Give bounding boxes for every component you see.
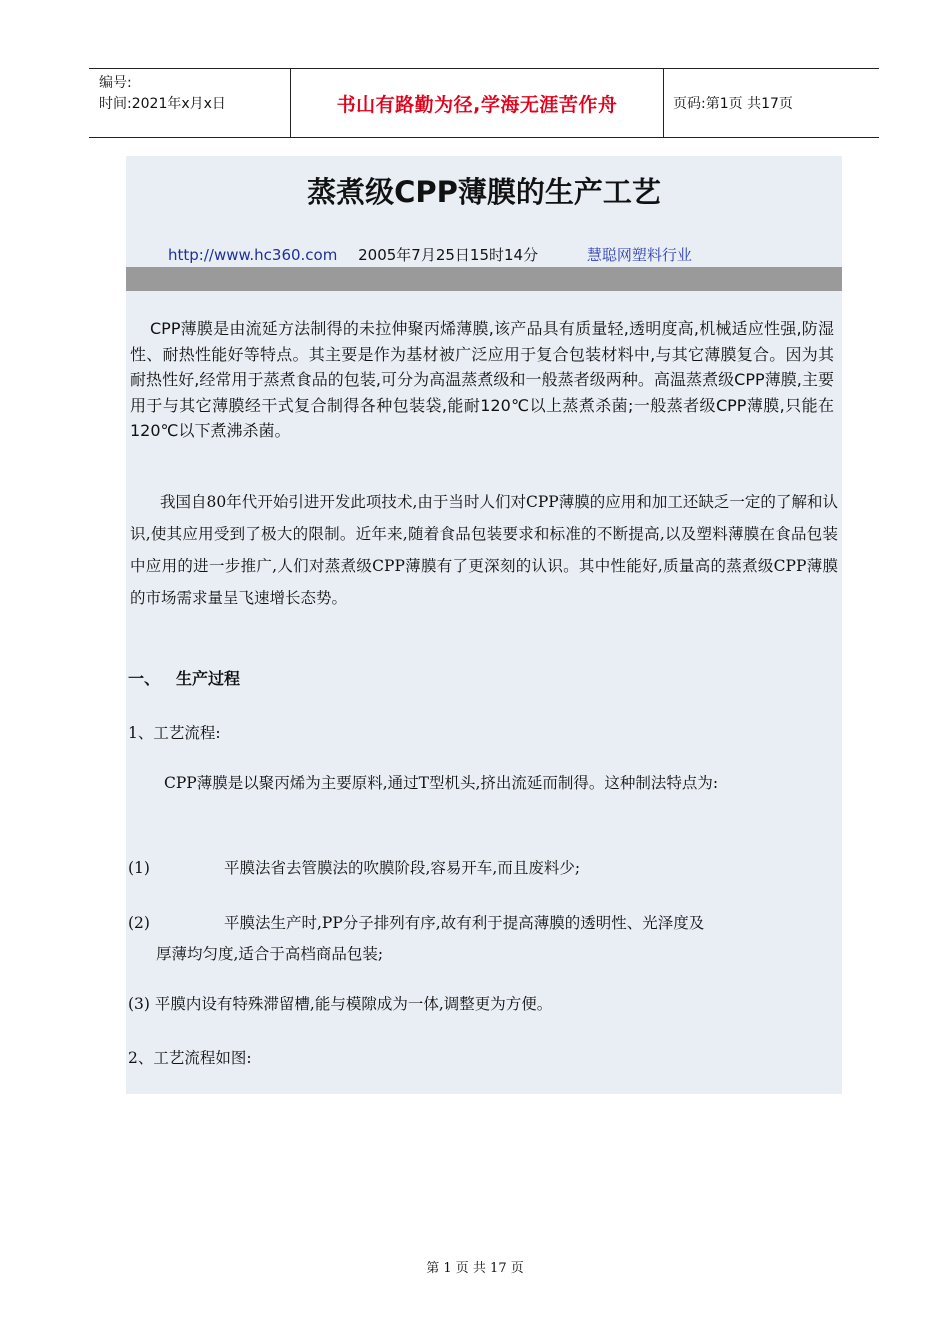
- article-panel: [126, 156, 842, 1094]
- section-title: 生产过程: [176, 669, 241, 688]
- list-item: [128, 992, 552, 1014]
- paragraph-intro: CPP薄膜是由流延方法制得的未拉伸聚丙烯薄膜,该产品具有质量轻,透明度高,机械适应性强,防湿性、耐热性能好等特点。其主要是作为基材被广泛应用于复合包装材料中,与其它薄膜复合。因为其耐热性好,经常用于蒸煮食品的包装,可分为高温蒸煮级和一般蒸者级两种。高温蒸煮级CPP薄膜,主要用于与其它薄膜经干式复合制得各种包装袋,能耐120℃以上蒸煮杀菌;一般蒸者级CPP薄膜,只能在120℃以下煮沸杀菌。: [130, 319, 834, 440]
- number-label: 编号:: [99, 75, 132, 91]
- divider-bar: [126, 267, 842, 291]
- list-marker: (1): [128, 859, 150, 877]
- list-text: 平膜内设有特殊滞留槽,能与模隙成为一体,调整更为方便。: [154, 995, 553, 1013]
- paragraph-history: 我国自80年代开始引进开发此项技术,由于当时人们对CPP薄膜的应用和加工还缺乏一定的了解和认识,使其应用受到了极大的限制。近年来,随着食品包装要求和标准的不断提高,以及塑料薄膜在食品包装中应用的进一步推广,人们对蒸煮级CPP薄膜有了更深刻的认识。其中性能好,质量高的蒸煮级CPP薄膜的市场需求量呈飞速增长态势。: [130, 493, 838, 607]
- source-link[interactable]: 慧聪网塑料行业: [586, 246, 692, 264]
- page-footer: 第 1 页 共 17 页: [426, 1261, 524, 1276]
- list-item: [128, 908, 842, 970]
- article-title: 蒸煮级CPP薄膜的生产工艺: [307, 175, 661, 209]
- publish-date: 2005年7月25日15时14分: [358, 246, 539, 264]
- paragraph-process: CPP薄膜是以聚丙烯为主要原料,通过T型机头,挤出流延而制得。这种制法特点为:: [164, 774, 719, 792]
- list-marker: (2): [128, 914, 150, 932]
- source-url-link[interactable]: http://www.hc360.com: [168, 246, 338, 264]
- list-marker: (3): [128, 995, 150, 1013]
- time-label: 时间:2021年x月x日: [99, 96, 226, 112]
- subsection-heading: 1、工艺流程:: [128, 724, 221, 742]
- header-motto: 书山有路勤为径,学海无涯苦作舟: [336, 94, 618, 116]
- subsection-heading: 2、工艺流程如图:: [128, 1049, 252, 1067]
- document-header: [89, 68, 879, 138]
- list-text: 平膜法生产时,PP分子排列有序,故有利于提高薄膜的透明性、光泽度及: [224, 914, 705, 932]
- article-meta: [168, 244, 692, 265]
- header-info: [99, 73, 226, 115]
- list-item: [128, 856, 580, 878]
- header-divider: [663, 69, 664, 137]
- header-page-info: 页码:第1页 共17页: [673, 96, 793, 112]
- list-text-continued: 厚薄均匀度,适合于高档商品包装;: [156, 945, 384, 963]
- list-text: 平膜法省去管膜法的吹膜阶段,容易开车,而且废料少;: [224, 859, 581, 877]
- section-number: 一、: [128, 669, 161, 688]
- section-heading: [128, 666, 240, 689]
